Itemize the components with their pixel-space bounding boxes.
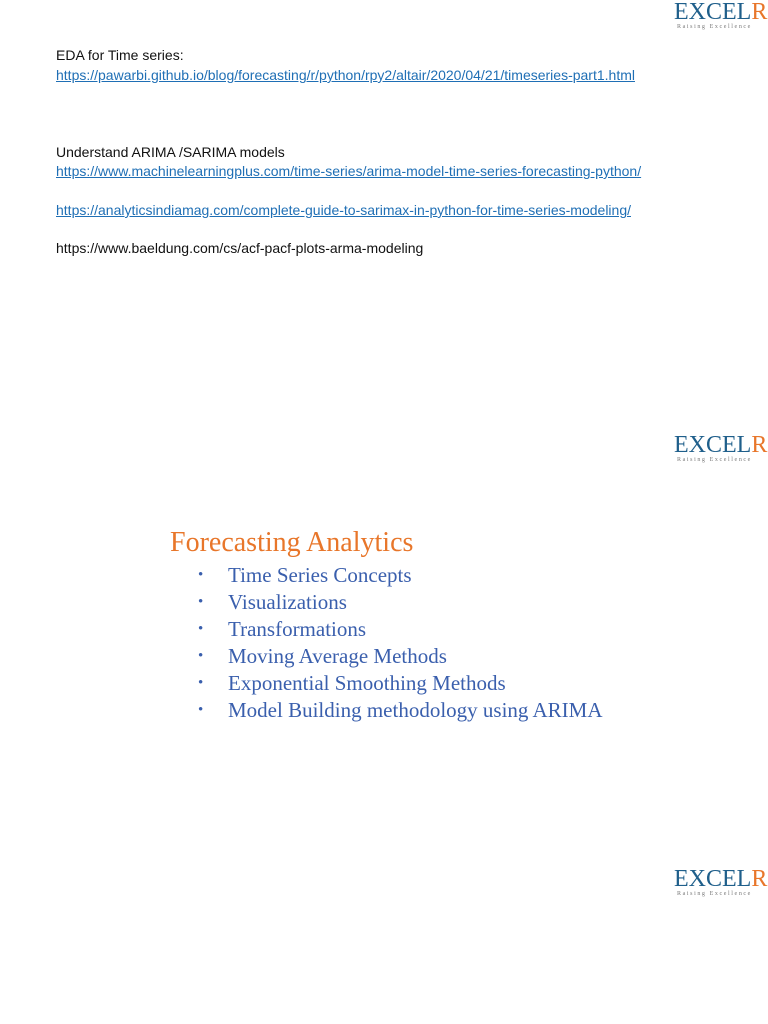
logo-tagline: Raising Excellence [677,891,752,897]
slide-title: Forecasting Analytics [170,527,414,558]
eda-label: EDA for Time series: [56,47,184,63]
logo-wordmark: EXCELR [674,432,768,458]
logo-wordmark: EXCELR [674,866,768,892]
list-item: • Transformations [198,617,367,641]
logo-tagline: Raising Excellence [677,24,752,30]
list-item: • Moving Average Methods [198,644,447,668]
eda-link[interactable]: https://pawarbi.github.io/blog/forecasting/r/python/rpy2/altair/2020/04/21/timeseries-part1.html [56,67,635,83]
bullet-icon: • [198,594,204,610]
excelr-logo [674,867,768,898]
list-item: • Visualizations [198,590,347,614]
excelr-logo [674,433,768,464]
logo-tagline: Raising Excellence [677,457,752,463]
bullet-icon: • [198,702,204,718]
excelr-logo [674,0,768,31]
arima-url-baeldung: https://www.baeldung.com/cs/acf-pacf-plots-arma-modeling [56,240,424,256]
arima-link-analyticsindiamag[interactable]: https://analyticsindiamag.com/complete-guide-to-sarimax-in-python-for-time-series-modeling/ [56,202,631,218]
list-item: • Exponential Smoothing Methods [198,671,506,695]
topic-list [198,562,603,724]
bullet-icon: • [198,648,204,664]
bullet-icon: • [198,567,204,583]
list-item: • Time Series Concepts [198,563,412,587]
arima-label: Understand ARIMA /SARIMA models [56,144,285,160]
bullet-icon: • [198,675,204,691]
logo-wordmark: EXCELR [674,0,768,25]
arima-link-machinelearningplus[interactable]: https://www.machinelearningplus.com/time-series/arima-model-time-series-forecasting-python/ [56,163,642,179]
bullet-icon: • [198,621,204,637]
list-item: • Model Building methodology using ARIMA [198,698,603,722]
